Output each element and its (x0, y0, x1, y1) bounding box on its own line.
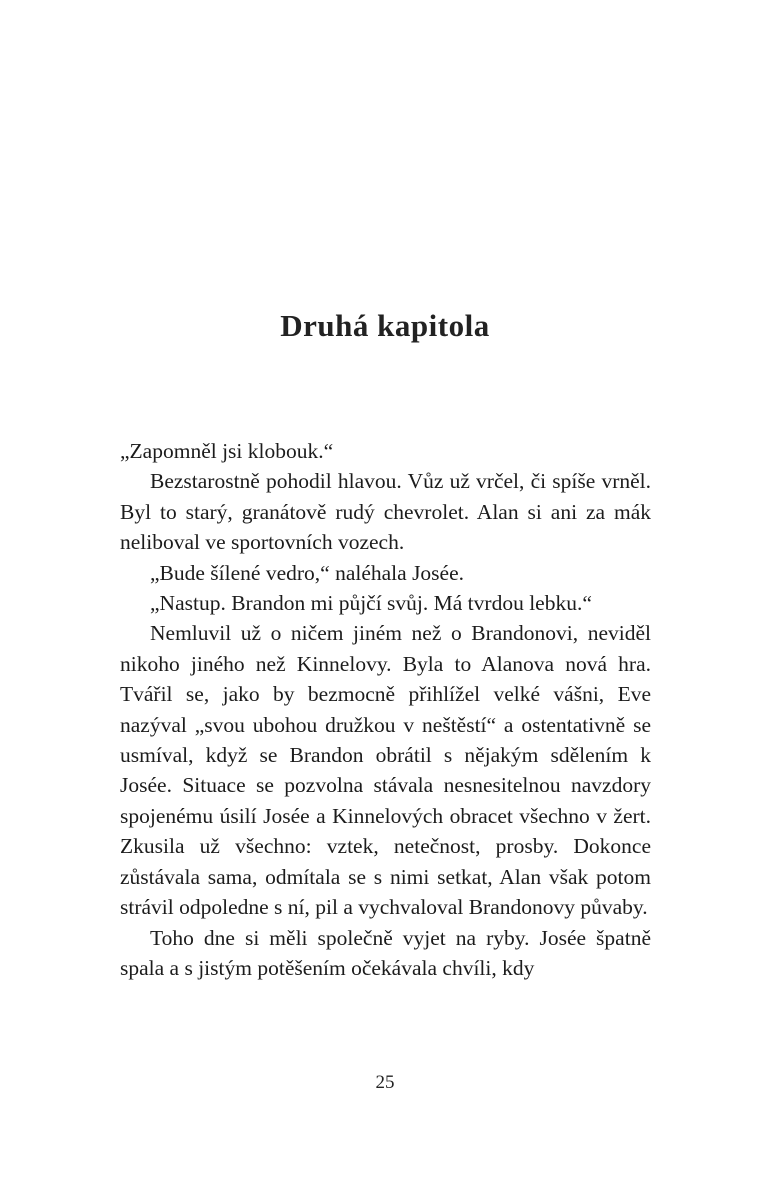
paragraph: Toho dne si měli společně vyjet na ryby. Josée špatně spala a s jistým potěšením očekávala chvíli, kdy (120, 925, 651, 980)
paragraph: Nemluvil už o ničem jiném než o Brandonovi, neviděl nikoho jiného než Kinnelovy. Byla to Alanova nová hra. Tvářil se, jako by bezmocně přihlížel velké vášni, Eve nazýval „svou ubohou družkou v neštěstí“ a ostentativně se usmíval, když se Brandon obrátil s nějakým sdělením k Josée. Situace se pozvolna stávala nesnesitelnou navzdory spojenému úsilí Josée a Kinnelových obracet všechno v žert. Zkusila už všechno: vztek, netečnost, prosby. Dokonce zůstávala sama, odmítala se s nimi setkat, Alan však potom strávil odpoledne s ní, pil a vychvaloval Brandonovy půvaby. (120, 621, 651, 920)
paragraph: „Bude šílené vedro,“ naléhala Josée. (150, 560, 465, 585)
paragraph: „Zapomněl jsi klobouk.“ (120, 439, 334, 463)
body-text (120, 436, 651, 983)
paragraph: Bezstarostně pohodil hlavou. Vůz už vrčel, či spíše vrněl. Byl to starý, granátově rudý chevrolet. Alan si ani za mák neliboval ve sportovních vozech. (120, 469, 651, 555)
paragraph: „Nastup. Brandon mi půjčí svůj. Má tvrdou lebku.“ (150, 591, 592, 616)
page-number: 25 (375, 1072, 395, 1093)
chapter-title: Druhá kapitola (280, 308, 490, 343)
